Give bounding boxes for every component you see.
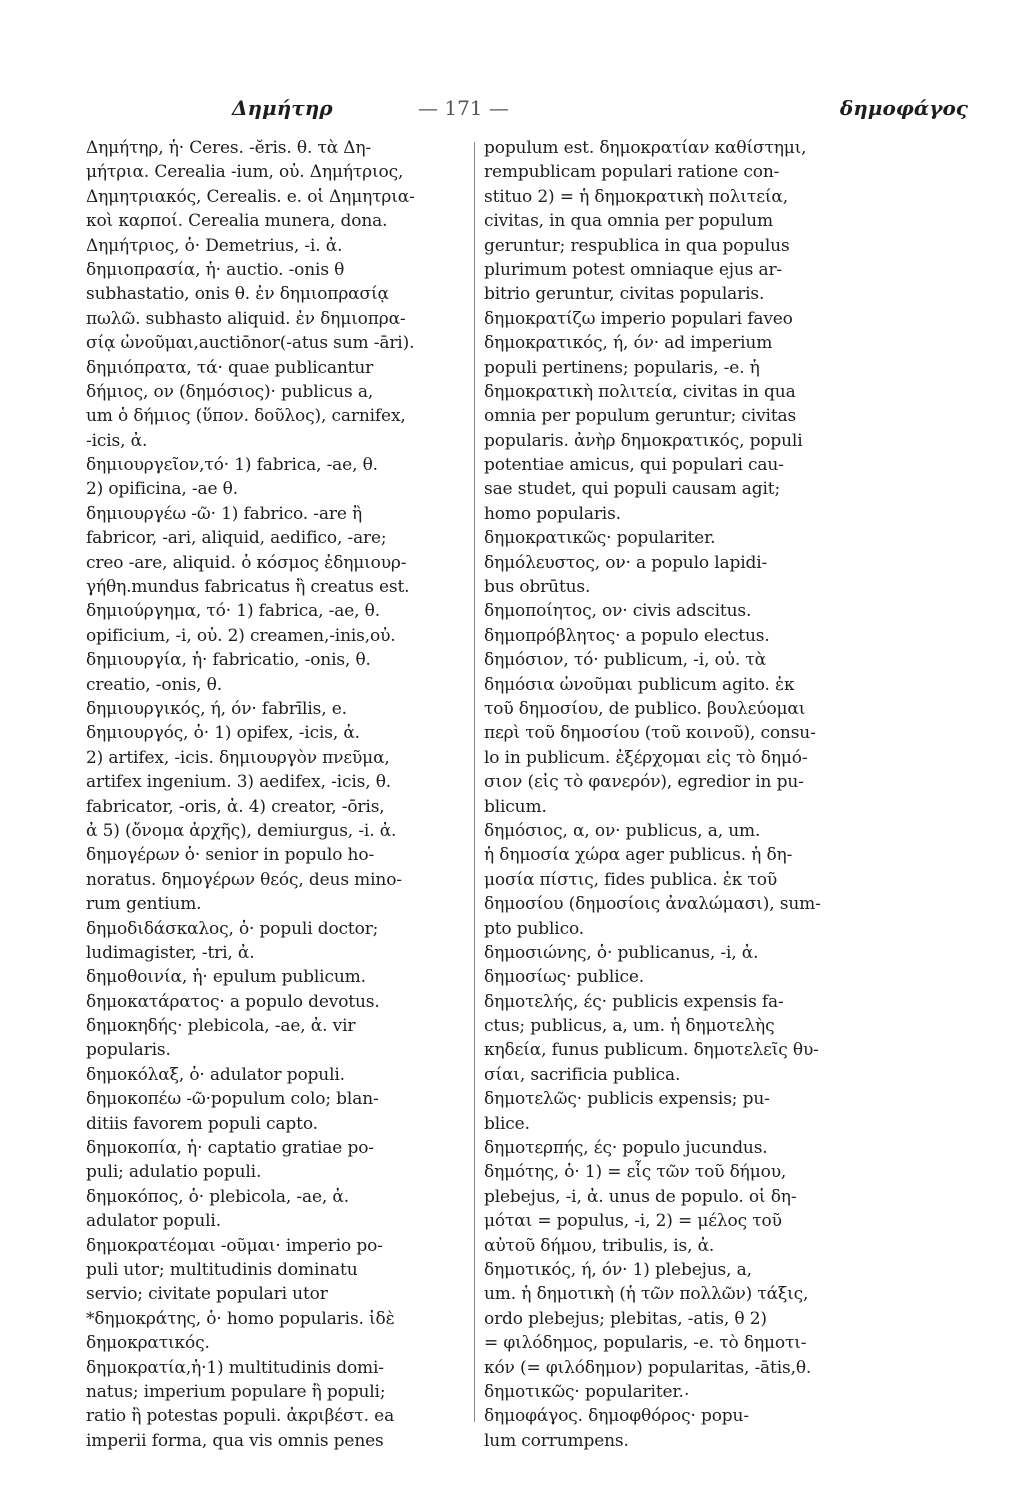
text-line: σίᾳ ὠνοῦμαι,auctiōnor(-atus sum -āri).: [86, 333, 415, 354]
text-line: natus; imperium populare ἢ populi;: [86, 1381, 386, 1402]
text-line: δημοποίητος, ον· civis adscitus.: [484, 601, 752, 622]
text-line: populum est. δημοκρατίαν καθίστημι,: [484, 138, 807, 158]
text-line: plebejus, -i, ἀ. unus de populo. οἱ δη-: [484, 1186, 797, 1207]
text-line: δημιουργικός, ή, όν· fabrīlis, e.: [86, 698, 347, 719]
text-line: κόν (= φιλόδημον) popularitas, -ātis,θ.: [484, 1357, 812, 1378]
text-line: δημοδιδάσκαλος, ὁ· populi doctor;: [86, 918, 379, 939]
text-line: omnia per populum geruntur; civitas: [484, 406, 797, 427]
text-line: popularis. ἀνὴρ δημοκρατικός, populi: [484, 430, 803, 451]
text-line: σιον (εἰς τὸ φανερόν), egredior in pu-: [484, 772, 804, 793]
text-line: Δημητριακός, Cerealis. e. οἱ Δημητρια-: [86, 186, 415, 207]
text-line: δημόσια ὠνοῦμαι publicum agito. ἐκ: [484, 674, 795, 695]
text-line: ludimagister, -tri, ἀ.: [86, 942, 255, 963]
text-line: lum corrumpens.: [484, 1430, 629, 1451]
text-line: ctus; publicus, a, um. ἡ δημοτελὴς: [484, 1016, 775, 1037]
text-line: γήθη.mundus fabricatus ἢ creatus est.: [86, 577, 410, 598]
text-line: rum gentium.: [86, 894, 202, 915]
text-line: geruntur; respublica in qua populus: [484, 235, 790, 256]
text-line: ἀ 5) (ὄνομα ἀρχῆς), demiurgus, -i. ἀ.: [86, 820, 397, 841]
text-line: δημοτελῶς· publicis expensis; pu-: [484, 1089, 770, 1110]
text-line: ordo plebejus; plebitas, -atis, θ 2): [484, 1308, 767, 1329]
text-line: adulator populi.: [86, 1211, 221, 1232]
text-line: opificium, -i, οὐ. 2) creamen,-inis,οὐ.: [86, 625, 396, 646]
text-line: puli utor; multitudinis dominatu: [86, 1259, 358, 1280]
text-line: populi pertinens; popularis, -e. ἡ: [484, 357, 760, 378]
text-line: *δημοκράτης, ὁ· homo popularis. ἰδὲ: [86, 1308, 395, 1329]
text-line: μόται = populus, -i, 2) = μέλος τοῦ: [484, 1211, 782, 1232]
left-column: [86, 136, 478, 1453]
text-line: 2) opificina, -ae θ.: [86, 479, 238, 500]
text-line: ἡ δημοσία χώρα ager publicus. ἡ δη-: [484, 845, 793, 866]
text-line: blicum.: [484, 796, 547, 817]
text-line: bus obrūtus.: [484, 577, 591, 598]
text-line: δημοκρατίζω imperio populari faveo: [484, 308, 793, 329]
text-line: δημοφάγος. δημοφθόρος· popu-: [484, 1406, 749, 1427]
text-line: um ὁ δήμιος (ὕπον. δοῦλος), carnifex,: [86, 406, 406, 427]
text-line: δημοτικῶς· populariter.: [484, 1381, 684, 1402]
text-line: stituo 2) = ἡ δημοκρατικὴ πολιτεία,: [484, 186, 788, 207]
text-line: servio; civitate populari utor: [86, 1284, 328, 1305]
text-line: δημοκρατικῶς· populariter.: [484, 528, 716, 549]
text-line: ditiis favorem populi capto.: [86, 1113, 318, 1134]
text-line: δημιόπρατα, τά· quae publicantur: [86, 357, 374, 378]
text-line: fabricor, -ari, aliquid, aedifico, -are;: [86, 528, 387, 549]
text-line: δημιοπρασία, ἡ· auctio. -onis θ: [86, 259, 345, 280]
text-line: δημοκρατικὴ πολιτεία, civitas in qua: [484, 381, 796, 402]
text-line: fabricator, -oris, ἀ. 4) creator, -ōris,: [86, 796, 385, 817]
text-line: δημοκόπος, ὁ· plebicola, -ae, ἀ.: [86, 1186, 350, 1207]
text-line: potentiae amicus, qui populari cau-: [484, 455, 784, 476]
text-line: ratio ἢ potestas populi. ἀκριβέστ. ea: [86, 1406, 395, 1427]
text-line: artifex ingenium. 3) aedifex, -icis, θ.: [86, 772, 392, 793]
text-line: um. ἡ δημοτικὴ (ἡ τῶν πολλῶν) τάξις,: [484, 1284, 809, 1305]
text-line: μοσία πίστις, fides publica. ἐκ τοῦ: [484, 869, 778, 890]
text-line: -icis, ἀ.: [86, 430, 148, 451]
text-line: κηδεία, funus publicum. δημοτελεῖς θυ-: [484, 1040, 819, 1061]
text-line: δημοκρατέομαι -οῦμαι· imperio po-: [86, 1235, 383, 1256]
text-line: plurimum potest omniaque ejus ar-: [484, 259, 783, 280]
text-line: σίαι, sacrificia publica.: [484, 1064, 681, 1085]
text-line: δημιουργός, ὁ· 1) opifex, -icis, ἀ.: [86, 723, 360, 744]
text-line: pto publico.: [484, 918, 585, 939]
text-line: αὐτοῦ δήμου, tribulis, is, ἀ.: [484, 1235, 715, 1256]
text-line: δημογέρων ὁ· senior in populo ho-: [86, 845, 375, 866]
text-line: δημοκόλαξ, ὁ· adulator populi.: [86, 1064, 345, 1085]
text-line: δημιούργημα, τό· 1) fabrica, -ae, θ.: [86, 601, 381, 622]
text-line: 2) artifex, -icis. δημιουργὸν πνεῦμα,: [86, 747, 390, 768]
text-line: δημοκοπία, ἡ· captatio gratiae po-: [86, 1138, 374, 1159]
text-line: δημόλευστος, ον· a populo lapidi-: [484, 552, 768, 573]
text-line: δημοκηδής· plebicola, -ae, ἀ. vir: [86, 1016, 356, 1037]
text-line: blice.: [484, 1113, 530, 1134]
page-number: — 171 —: [418, 96, 509, 120]
header-right-guideword: δημοφάγος: [839, 96, 968, 120]
text-line: δημοσιώνης, ὁ· publicanus, -i, ἀ.: [484, 942, 759, 963]
text-line: μήτρια. Cerealia -ium, οὐ. Δημήτριος,: [86, 162, 404, 183]
text-line: δημοκρατικός.: [86, 1333, 210, 1354]
text-line: imperii forma, qua vis omnis penes: [86, 1430, 384, 1451]
text-line: δημοσίως· publice.: [484, 967, 645, 988]
column-divider: [474, 142, 475, 1422]
header-left-guideword: Δημήτηρ: [232, 96, 333, 120]
text-line: τοῦ δημοσίου, de publico. βουλεύομαι: [484, 698, 806, 719]
text-line: δημοκρατικός, ή, όν· ad imperium: [484, 333, 773, 354]
text-line: δημοκατάρατος· a populo devotus.: [86, 991, 380, 1012]
text-line: rempublicam populari ratione con-: [484, 162, 780, 183]
text-line: δημοκρατία,ἡ·1) multitudinis domi-: [86, 1357, 384, 1378]
text-line: δημιουργεῖον,τό· 1) fabrica, -ae, θ.: [86, 455, 378, 476]
text-line: creatio, -onis, θ.: [86, 674, 222, 695]
text-line: δημοκοπέω -ῶ·populum colo; blan-: [86, 1089, 379, 1110]
text-line: δημοσίου (δημοσίοις ἀναλώμασι), sum-: [484, 894, 821, 915]
trailing-mark: .: [684, 1380, 690, 1400]
text-line: popularis.: [86, 1040, 171, 1061]
text-line: civitas, in qua omnia per populum: [484, 211, 773, 232]
text-line: puli; adulatio populi.: [86, 1162, 262, 1183]
right-column: [484, 136, 882, 1453]
text-line: δημιουργία, ἡ· fabricatio, -onis, θ.: [86, 650, 371, 671]
text-line: δημοτικός, ή, όν· 1) plebejus, a,: [484, 1259, 752, 1280]
text-line: homo popularis.: [484, 503, 621, 524]
page-header: [232, 92, 968, 124]
text-line: περὶ τοῦ δημοσίου (τοῦ κοινοῦ), consu-: [484, 723, 816, 744]
text-line: Δημήτηρ, ἡ· Ceres. -ĕris. θ. τὰ Δη-: [86, 138, 372, 158]
text-line: creo -are, aliquid. ὁ κόσμος ἐδημιουρ-: [86, 552, 407, 573]
text-line: δημοπρόβλητος· a populo electus.: [484, 625, 770, 646]
text-line: δημόσιον, τό· publicum, -i, οὐ. τὰ: [484, 650, 766, 671]
text-line: bitrio geruntur, civitas popularis.: [484, 284, 765, 305]
text-line: δημοθοινία, ἡ· epulum publicum.: [86, 967, 366, 988]
text-line: sae studet, qui populi causam agit;: [484, 479, 781, 500]
text-line: πωλῶ. subhasto aliquid. ἐν δημιοπρα-: [86, 308, 406, 329]
text-line: δημότης, ὁ· 1) = εἷς τῶν τοῦ δήμου,: [484, 1162, 787, 1183]
text-line: lo in publicum. ἐξέρχομαι εἰς τὸ δημό-: [484, 747, 808, 768]
text-line: κοὶ καρποί. Cerealia munera, dona.: [86, 211, 388, 232]
text-line: δημόσιος, α, ον· publicus, a, um.: [484, 820, 761, 841]
text-line: subhastatio, onis θ. ἐν δημιοπρασίᾳ: [86, 284, 389, 305]
text-line: = φιλόδημος, popularis, -e. τὸ δημοτι-: [484, 1333, 807, 1354]
text-line: noratus. δημογέρων θεός, deus mino-: [86, 869, 402, 890]
text-line: δημιουργέω -ῶ· 1) fabrico. -are ἢ: [86, 503, 363, 524]
text-line: δήμιος, ον (δημόσιος)· publicus a,: [86, 381, 374, 402]
text-line: δημοτελής, ές· publicis expensis fa-: [484, 991, 784, 1012]
text-line: δημοτερπής, ές· populo jucundus.: [484, 1138, 768, 1159]
text-line: Δημήτριος, ὁ· Demetrius, -i. ἀ.: [86, 235, 343, 256]
